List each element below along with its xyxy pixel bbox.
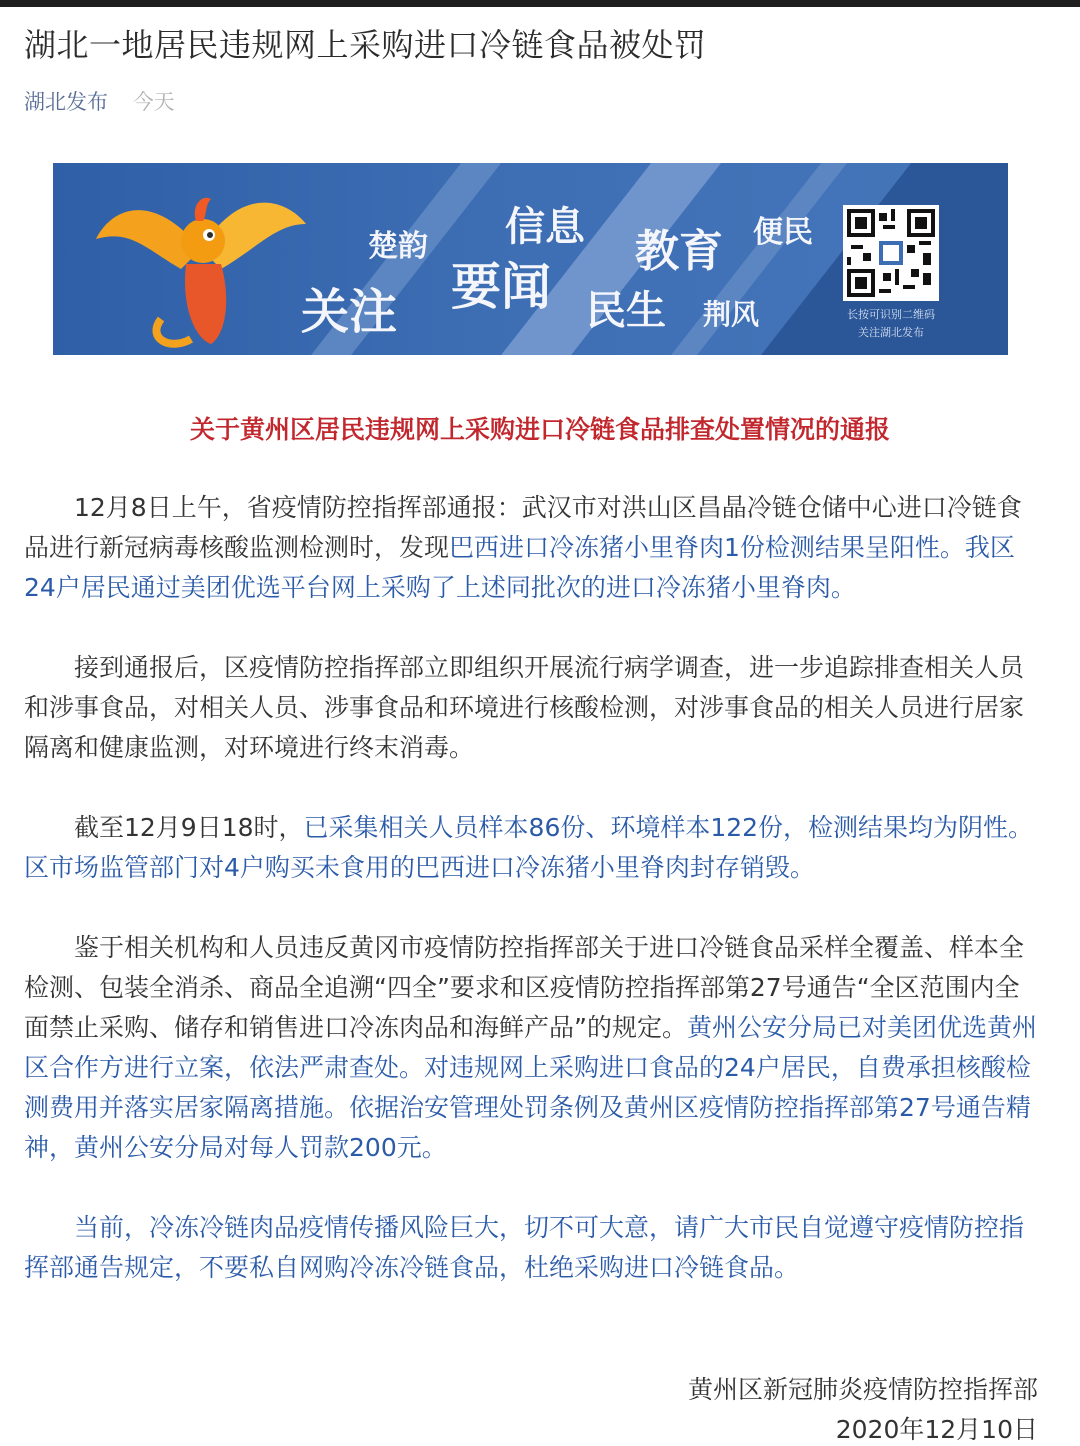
qr-code-icon[interactable] — [843, 205, 939, 301]
signature: 黄州区新冠肺炎疫情防控指挥部 — [687, 1375, 1038, 1404]
banner-image — [53, 163, 1008, 355]
account-name-link[interactable]: 湖北发布 — [24, 90, 108, 114]
paragraph-text: 鉴于相关机构和人员违反黄冈市疫情防控指挥部关于进口冷链食品采样全覆盖、样本全检测、包装全消杀、商品全追溯“四全”要求和区疫情防控指挥部第27号通告“全区范围内全面禁止采购、储存和销售进口冷冻肉品和海鲜产品”的规定。 — [24, 933, 1025, 1042]
paragraph-5: 当前，冷冻冷链肉品疫情传播风险巨大，切不可大意，请广大市民自觉遵守疫情防控指挥部通告规定，不要私自网购冷冻冷链食品，杜绝采购进口冷链食品。 — [24, 1213, 1025, 1282]
qr-pattern — [847, 209, 935, 297]
publish-date: 今天 — [132, 90, 175, 114]
banner-word: 关注 — [301, 284, 398, 340]
banner-word: 民生 — [586, 288, 666, 334]
banner-word: 信息 — [505, 204, 585, 250]
article-meta — [24, 86, 175, 116]
notice-heading: 关于黄州区居民违规网上采购进口冷链食品排查处置情况的通报 — [189, 415, 890, 444]
banner-word: 荆风 — [703, 298, 760, 331]
paragraph-1 — [24, 488, 1040, 608]
signature-date: 2020年12月10日 — [835, 1415, 1038, 1444]
phoenix-mascot-icon — [91, 169, 311, 355]
banner-word: 教育 — [635, 226, 723, 277]
top-status-bar — [0, 0, 1080, 7]
banner-word: 楚韵 — [368, 229, 428, 264]
paragraph-4 — [24, 928, 1040, 1168]
banner-word: 要闻 — [451, 258, 551, 316]
highlighted-text: 已采集相关人员样本86份、环境样本122份，检测结果均为阴性。区市场监管部门对4户购买未食用的巴西进口冷冻猪小里脊肉封存销毁。 — [24, 813, 1034, 882]
banner-word: 便民 — [753, 215, 813, 250]
qr-caption: 长按可识别二维码 — [847, 308, 935, 321]
article-title: 湖北一地居民违规网上采购进口冷链食品被处罚 — [24, 26, 707, 64]
paragraph-text: 截至12月9日18时， — [74, 813, 304, 842]
highlighted-text: 黄州公安分局已对美团优选黄州区合作方进行立案，依法严肃查处。对违规网上采购进口食品的24户居民，自费承担核酸检测费用并落实居家隔离措施。依据治安管理处罚条例及黄州区疫情防控指挥部第27号通告精神，黄州公安分局对每人罚款200元。 — [24, 1013, 1037, 1162]
highlighted-text: 巴西进口冷冻猪小里脊肉1份检测结果呈阳性。我区24户居民通过美团优选平台网上采购了上述同批次的进口冷冻猪小里脊肉。 — [24, 533, 1015, 602]
paragraph-2: 接到通报后，区疫情防控指挥部立即组织开展流行病学调查，进一步追踪排查相关人员和涉事食品，对相关人员、涉事食品和环境进行核酸检测，对涉事食品的相关人员进行居家隔离和健康监测，对环境进行终末消毒。 — [24, 653, 1025, 762]
qr-caption: 关注湖北发布 — [858, 326, 924, 339]
paragraph-3 — [24, 808, 1040, 888]
paragraph-text: 12月8日上午，省疫情防控指挥部通报：武汉市对洪山区昌晶冷链仓储中心进口冷链食品进行新冠病毒核酸监测检测时，发现 — [24, 493, 1022, 562]
